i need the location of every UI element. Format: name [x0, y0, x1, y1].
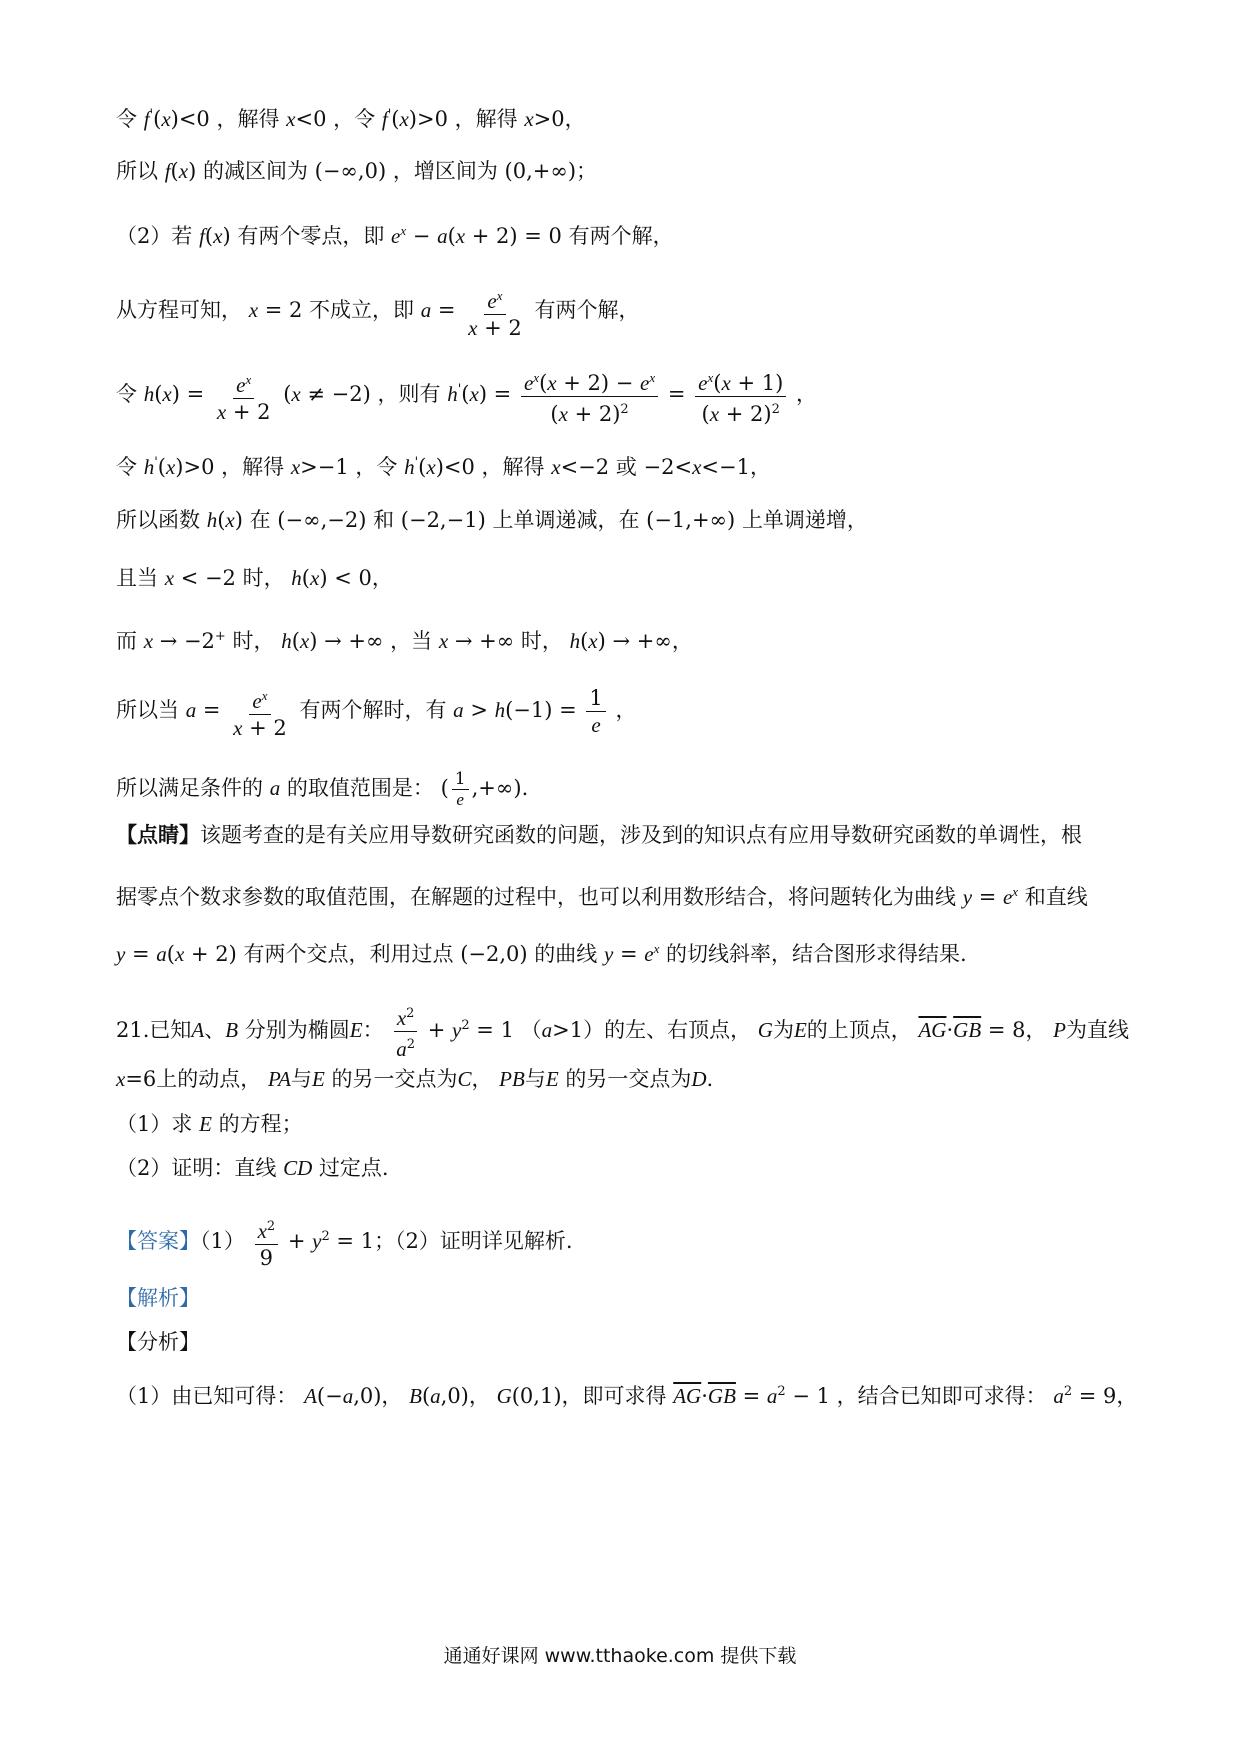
text-line-4: 从方程可知， x = 2 不成立，即 a = $\frac{e^x}{x + 2}$ 有两个解，: [116, 280, 1140, 341]
answer-tag: 【答案】: [116, 1229, 200, 1253]
jiexi-tag-line: [116, 1283, 1140, 1313]
text-line-9: 而 x → −2+ 时， h(x) → +∞ ，当 x → +∞ 时， h(x) → +∞，: [116, 629, 693, 653]
text-line-22: （1）由已知可得： A(−a,0)， B(a,0)， G(0,1)，即可求得 $\overline{AG}\cdot\overline{GB} = a^2 - 1$ ，结合已知即可求得： $a^2 = 9$，: [116, 1384, 1138, 1408]
text-line-8: 且当 x < −2 时， h(x) < 0，: [116, 566, 393, 590]
text-line-16: x=6上的动点， PA与E 的另一交点为C， PB与E 的另一交点为D.: [116, 1067, 714, 1091]
text-line-6: 令 h'(x)>0 ，解得 x>−1 ，令 h'(x)<0 ，解得 x<−2 或 −2<x<−1，: [116, 455, 771, 479]
text-line-11: 所以满足条件的 a 的取值范围是： ( $\frac{1}{e}$ ,+∞).: [116, 769, 529, 809]
text-line-3: （2）若 f(x) 有两个零点，即 $e^x - a(x + 2) = 0$ 有两个解，: [116, 223, 674, 248]
text-line-2: 所以 f(x) 的减区间为 (−∞,0) ，增区间为 (0,+∞)；: [116, 159, 598, 183]
problem-21-statement: 21.已知A、B 分别为椭圆E： $\frac{x^2}{a^2}$ + $y^2 = 1$ （a>1）的左、右顶点， G为E的上顶点， $\overline{AG}\cdot\overline{GB} = 8$， P为直线: [116, 996, 1140, 1062]
text-line-5: 令 h(x) = $\frac{e^x}{x + 2}$ (x ≠ −2) ，则有 h'(x) = $\frac{e^x(x + 2) - e^x}{(x + 2)^2}$ = $\frac{e^x(x + 1)}{(x + 2)^2}$ ，: [116, 360, 1140, 427]
text-line-1: 令 f'(x)<0 ，解得 x<0 ，令 f'(x)>0 ，解得 x>0，: [116, 107, 586, 131]
text-line-7: 所以函数 h(x) 在 (−∞,−2) 和 (−2,−1) 上单调递减，在 (−1,+∞) 上单调递增，: [116, 508, 868, 532]
dianjing-tag: 【点睛】: [116, 822, 200, 847]
text-line-10: 所以当 a = $\frac{e^x}{x + 2}$ 有两个解时，有 a > h(−1) = $\frac{1}{e}$ ，: [116, 680, 1140, 741]
jiexi-tag: 【解析】: [116, 1286, 200, 1310]
page-footer: 通通好课网 www.tthaoke.com 提供下载: [443, 1645, 797, 1667]
text-line-12: 【点睛】该题考查的是有关应用导数研究函数的问题，涉及到的知识点有应用导数研究函数的单调性，根: [116, 822, 1082, 847]
answer-line: 【答案】（1） $\frac{x^2}{9}$ + $y^2 = 1$；（2）证明详见解析.: [116, 1205, 1140, 1273]
fenxi-tag: 【分析】: [116, 1330, 200, 1354]
text-line-14: y = a(x + 2) 有两个交点，利用过点 (−2,0) 的曲线 $y = e^x$ 的切线斜率，结合图形求得结果.: [116, 941, 967, 966]
text-line-18: （2）证明：直线 CD 过定点.: [116, 1156, 389, 1180]
text-line-17: （1）求 E 的方程；: [116, 1112, 303, 1136]
text-line-13: 据零点个数求参数的取值范围，在解题的过程中，也可以利用数形结合，将问题转化为曲线 $y = e^x$ 和直线: [116, 884, 1088, 909]
fenxi-tag-line: [116, 1327, 1140, 1357]
